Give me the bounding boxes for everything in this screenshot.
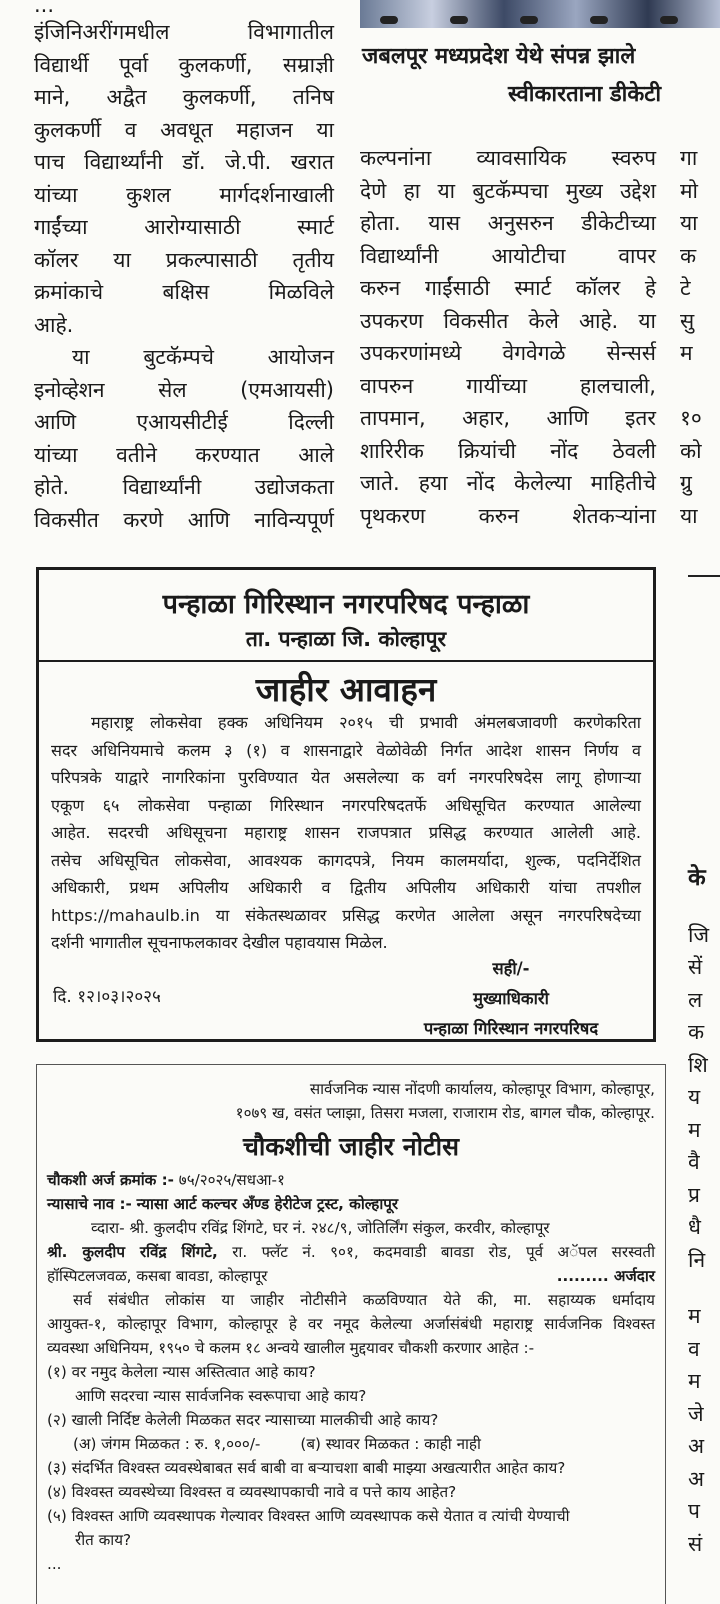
left-line-10: आहे.	[34, 312, 74, 337]
left-line-3: माने, अद्वैत कुलकर्णी, तनिष	[34, 85, 334, 109]
mid-line-8: वापरुन गायींच्या हालचाली,	[360, 373, 656, 398]
right2-line: म	[688, 1369, 701, 1393]
right2-line: सं	[688, 1531, 703, 1556]
news-photo	[360, 0, 720, 28]
notice2-question-4: (४) विश्वस्त व्यवस्थेच्या विश्वस्त व व्यवस्थापकाची नावे व पत्ते काय आहेत?	[47, 1483, 457, 1501]
right-line: को	[680, 438, 702, 463]
right-article-column-2-clipped	[688, 862, 720, 1560]
notice2-body-line: व्यवस्था अधिनियम, १९५० चे कलम १८ अन्वये खालील मुद्दयावर चौकशी करणार आहेत :-	[47, 1339, 535, 1357]
left-line-12: इनोव्हेशन सेल (एमआयसी)	[34, 377, 334, 402]
left-line-14: यांच्या वतीने करण्यात आले	[34, 442, 334, 467]
mid-line-2: देणे हा या बुटकॅम्पचा मुख्य उद्देश	[360, 178, 656, 203]
notice2-question-5: (५) विश्वस्त आणि व्यवस्थापक गेल्यावर विश्वस्त आणि व्यवस्थापक कसे येतात व त्यांची येण्याची	[47, 1507, 570, 1525]
notice2-title: चौकशीची जाहीर नोटीस	[242, 1132, 460, 1161]
right2-line: शि	[688, 1052, 708, 1077]
notice2-application-label: चौकशी अर्ज क्रमांक :-	[47, 1171, 174, 1189]
right2-line: जे	[688, 1401, 704, 1426]
right2-line: अ	[688, 1466, 705, 1491]
mid-line-12: पृथकरण करुन शेतकऱ्यांना	[360, 503, 656, 528]
notice1-line: परिपत्रके याद्वारे नागरिकांना पुरविण्यात येत असलेल्या क वर्ग नगरपरिषदेस लागू होणाऱ्या	[51, 768, 641, 787]
right2-line: अ	[688, 1434, 705, 1458]
notice2-applicant-name: श्री. कुलदीप रविंद्र शिंगटे,	[47, 1243, 218, 1261]
notice2-address-line-1: सार्वजनिक न्यास नोंदणी कार्यालय, कोल्हापूर विभाग, कोल्हापूर,	[309, 1080, 655, 1098]
notice2-immovable-property: (ब) स्थावर मिळकत : काही नाही	[300, 1435, 481, 1453]
mid-line-1: कल्पनांना व्यावसायिक स्वरुप	[360, 146, 656, 170]
mid-line-3: होता. यास अनुसरुन डीकेटीच्या	[360, 211, 656, 235]
notice1-signature-block	[391, 954, 631, 1044]
left-line-7: गाईंच्या आरोग्यासाठी स्मार्ट	[34, 215, 334, 239]
photo-detail	[660, 16, 678, 24]
right-line: म	[680, 341, 693, 365]
mid-line-9: तापमान, अहार, आणि इतर	[360, 406, 656, 430]
middle-article-column	[360, 142, 656, 532]
notice1-heading: जाहीर आवाहन	[255, 670, 437, 709]
notice1-office: पन्हाळा गिरिस्थान नगरपरिषद	[423, 1019, 599, 1038]
notice2-question-2: (२) खाली निर्दिष्ट केलेली मिळकत सदर न्यासाच्या मालकीची आहे काय?	[47, 1411, 439, 1429]
right2-line: य	[688, 1085, 701, 1109]
right2-line: प्र	[688, 1182, 700, 1207]
right2-line: म	[688, 1117, 701, 1142]
photo-detail	[380, 16, 398, 24]
photo-caption	[362, 38, 720, 114]
right2-line: ल	[688, 987, 703, 1012]
notice2-question-5b: रीत काय?	[75, 1531, 132, 1549]
right2-gap	[688, 895, 720, 919]
notice1-line: एकूण ६५ लोकसेवा पन्हाळा गिरिस्थान नगरपरिषदतर्फे अधिसूचित करण्यात आलेल्या	[51, 795, 641, 815]
notice2-application-row	[47, 1168, 655, 1192]
right-article-column-clipped	[680, 142, 720, 532]
right2-line: वै	[688, 1150, 700, 1174]
photo-detail	[590, 16, 608, 24]
photo-detail	[450, 16, 468, 24]
right-gap	[680, 370, 720, 403]
left-line-2: विद्यार्थी पूर्वा कुलकर्णी, सम्राज्ञी	[34, 52, 334, 77]
caption-line-2: स्वीकारताना डीकेटी	[508, 82, 662, 107]
right2-line: जि	[688, 922, 710, 947]
right-line: टे	[680, 276, 691, 300]
notice1-divider	[39, 660, 653, 662]
right-column-divider	[688, 575, 720, 577]
notice1-line: आहेत. सदरची अधिसूचना महाराष्ट्र शासन राजपत्रात प्रसिद्ध करण्यात आलेली आहे.	[51, 823, 641, 842]
notice2-address-line-2: १०७९ ख, वसंत प्लाझा, तिसरा मजला, राजाराम रोड, बागल चौक, कोल्हापूर.	[235, 1104, 655, 1122]
left-top-fragment: ...	[34, 0, 55, 17]
notice2-body-line: आयुक्त-१, कोल्हापूर विभाग, कोल्हापूर हे वर नमूद केलेल्या अर्जासंबंधी महाराष्ट्र सार्वजनिक विश्वस्त	[47, 1315, 655, 1333]
public-appeal-notice	[36, 567, 656, 1042]
left-line-16: विकसीत करणे आणि नाविन्यपूर्ण	[34, 507, 334, 532]
left-article-column	[34, 0, 334, 536]
left-line-1: इंजिनिअरींगमधील विभागातील	[34, 20, 334, 44]
notice2-question-1b: आणि सदरचा न्यास सार्वजनिक स्वरूपाचा आहे काय?	[75, 1387, 367, 1405]
right-line: गा	[680, 146, 698, 170]
notice2-question-6-fragment: ...	[47, 1555, 62, 1573]
notice2-applicant-row-2	[47, 1264, 655, 1288]
notice1-line: तसेच अधिसूचित लोकसेवा, आवश्यक कागदपत्रे, नियम कालमर्यादा, शुल्क, पदनिर्देशित	[51, 850, 641, 870]
photo-detail	[520, 16, 538, 24]
notice2-question-2-items	[47, 1432, 655, 1456]
right-line: मो	[680, 178, 698, 203]
mid-line-7: उपकरणांमध्ये वेगवेगळे सेन्सर्स	[360, 341, 656, 365]
notice2-application-no: ७५/२०२५/सधआ-१	[178, 1171, 285, 1189]
notice1-subtitle: ता. पन्हाळा जि. कोल्हापूर	[245, 627, 447, 651]
right2-line: प	[688, 1499, 700, 1523]
left-line-13: आणि एआयसीटीई दिल्ली	[34, 410, 334, 434]
inquiry-public-notice	[36, 1064, 666, 1604]
right-line: या	[680, 211, 698, 235]
notice1-officer: मुख्याधिकारी	[473, 989, 549, 1008]
notice2-trust-name: न्यासा आर्ट कल्चर अँण्ड हेरीटेज ट्रस्ट, कोल्हापूर	[136, 1195, 399, 1213]
right-line: सु	[680, 308, 695, 333]
right-line: १०	[680, 406, 702, 430]
left-line-11: या बुटकॅम्पचे आयोजन	[72, 345, 334, 369]
right-line: या	[680, 503, 698, 528]
notice2-applicant-address-2: हॉस्पिटलजवळ, कसबा बावडा, कोल्हापूर	[47, 1267, 268, 1285]
mid-line-5: करुन गाईंसाठी स्मार्ट कॉलर हे	[360, 276, 656, 300]
notice2-address	[47, 1077, 655, 1125]
notice2-body-line: सर्व संबंधीत लोकांस या जाहीर नोटीसीने कळविण्यात येते की, मा. सहाय्यक धर्मादाय	[73, 1291, 655, 1309]
notice1-date: दि. १२।०३।२०२५	[53, 987, 161, 1007]
mid-line-4: विद्यार्थ्यांनी आयोटीचा वापर	[360, 243, 656, 268]
left-line-5: पाच विद्यार्थ्यांनी डॉ. जे.पी. खरात	[34, 150, 334, 174]
notice2-applicant-address: रा. फ्लॅट नं. ९०१, कदमवाडी बावडा रोड, पूर्व अॅपल सरस्वती	[232, 1243, 656, 1261]
right2-line: नि	[688, 1247, 706, 1272]
notice2-question-1: (१) वर नमुद केलेला न्यास अस्तित्वात आहे काय?	[47, 1363, 316, 1381]
notice1-signature: सही/-	[492, 959, 530, 978]
right2-line: क	[688, 1020, 705, 1044]
notice1-line: अधिकारी, प्रथम अपिलीय अधिकारी व द्वितीय अपिलीय अधिकारी यांचा तपशील	[51, 878, 641, 897]
notice1-body	[51, 709, 641, 957]
mid-line-10: शारिरीक क्रियांची नोंद ठेवली	[360, 438, 656, 463]
notice2-trust-label: न्यासाचे नाव :-	[47, 1195, 132, 1213]
left-line-4: कुलकर्णी व अवधूत महाजन या	[34, 117, 334, 142]
right2-heading: के	[688, 865, 706, 891]
right2-line: धै	[688, 1215, 701, 1239]
left-line-15: होते. विद्यार्थ्यांनी उद्योजकता	[34, 475, 334, 499]
right-line: क	[680, 243, 697, 268]
notice1-line: दर्शनी भागातील सूचनाफलकावर देखील पहावयास मिळेल.	[51, 933, 388, 952]
notice1-line: महाराष्ट्र लोकसेवा हक्क अधिनियम २०१५ ची प्रभावी अंमलबजावणी करणेकरिता	[91, 713, 641, 732]
left-line-9: क्रमांकाचे बक्षिस मिळविले	[34, 280, 334, 304]
notice2-movable-property: (अ) जंगम मिळकत : रु. १,०००/-	[73, 1435, 261, 1453]
left-line-8: कॉलर या प्रकल्पासाठी तृतीय	[34, 247, 334, 272]
notice2-body	[47, 1168, 655, 1576]
left-line-6: यांच्या कुशल मार्गदर्शनाखाली	[34, 182, 334, 207]
right2-line: सें	[688, 955, 703, 979]
notice1-title: पन्हाळा गिरिस्थान नगरपरिषद पन्हाळा	[162, 589, 530, 620]
mid-line-6: उपकरण विकसीत केले आहे. या	[360, 308, 656, 333]
notice2-applicant-row	[47, 1240, 655, 1264]
notice1-line: सदर अधिनियमाचे कलम ३ (१) व शासनाद्वारे वेळोवेळी निर्गत आदेश शासन निर्णय व	[51, 740, 641, 760]
right-line: ग्रु	[680, 471, 692, 495]
notice2-applicant-role: ......... अर्जदार	[556, 1267, 655, 1285]
notice1-line: https://mahaulb.in या संकेतस्थळावर प्रसिद्ध करणेत आलेला असून नगरपरिषदेच्या	[51, 905, 641, 925]
right2-gap	[688, 1276, 720, 1300]
right2-line: म	[688, 1304, 701, 1328]
notice2-trust-row	[47, 1192, 655, 1216]
caption-line-1: जबलपूर मध्यप्रदेश येथे संपन्न झाले	[362, 44, 636, 69]
notice2-via-line: व्दारा- श्री. कुलदीप रविंद्र शिंगटे, घर नं. २४८/९, जोतिर्लिंग संकुल, करवीर, कोल्हापूर	[91, 1219, 550, 1237]
notice2-question-3: (३) संदर्भित विश्वस्त व्यवस्थेबाबत सर्व बाबी वा बऱ्याचशा बाबी माझ्या अखत्यारीत आहेत काय?	[47, 1459, 566, 1477]
right2-line: व	[688, 1336, 700, 1361]
mid-line-11: जाते. हया नोंद केलेल्या माहितीचे	[360, 471, 656, 495]
